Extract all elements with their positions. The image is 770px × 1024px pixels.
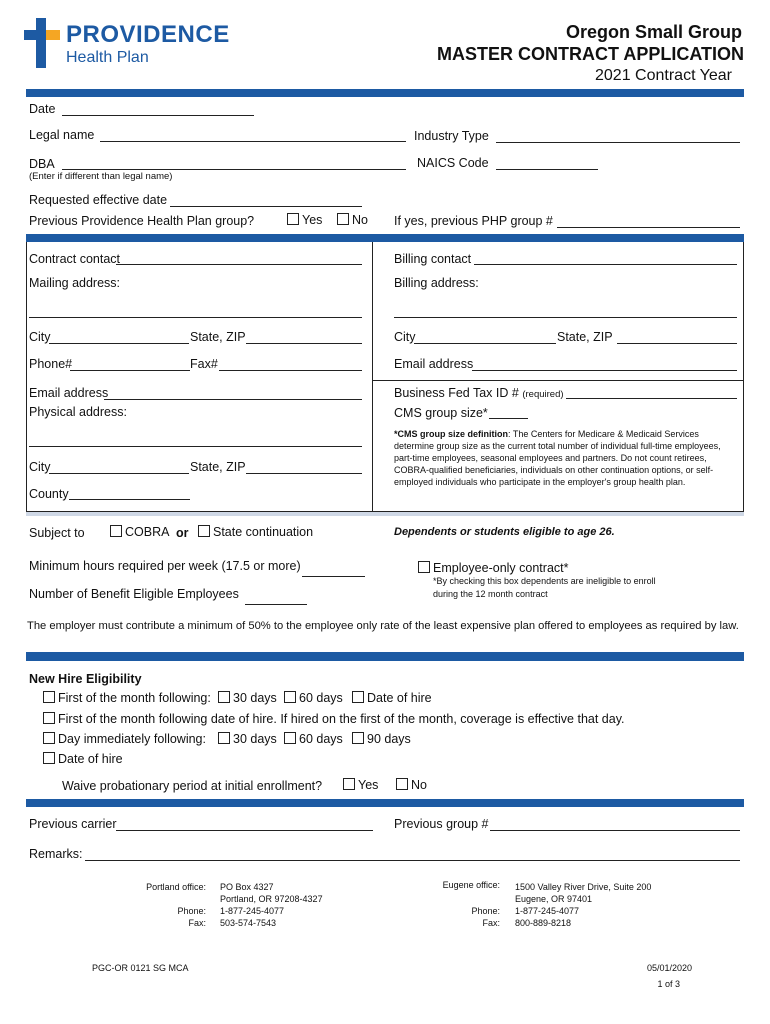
section-divider [26, 652, 744, 661]
opt3-90-days[interactable] [352, 732, 411, 746]
employee-only-label: Employee-only contract* [433, 561, 569, 575]
billing-email-label: Email address [394, 357, 474, 371]
portland-label: Portland office: [146, 882, 206, 892]
date-field[interactable] [62, 115, 254, 116]
dba-label: DBA [29, 157, 55, 171]
legal-name-field[interactable] [100, 141, 406, 142]
date-label: Date [29, 102, 56, 116]
city-label-2: City [29, 460, 51, 474]
section-divider [26, 234, 744, 242]
prev-php-field[interactable] [557, 227, 740, 228]
prev-carrier-field[interactable] [116, 830, 373, 831]
d60-label: 60 days [299, 732, 343, 746]
d30-label: 30 days [233, 691, 277, 705]
industry-type-label: Industry Type [414, 129, 489, 143]
eugene-fax-label: Fax: [482, 918, 500, 928]
naics-field[interactable] [496, 169, 598, 170]
providence-cross-icon [24, 18, 60, 68]
new-hire-opt4[interactable] [43, 752, 123, 766]
num-eligible-label: Number of Benefit Eligible Employees [29, 587, 239, 601]
phone-label: Phone# [29, 357, 73, 371]
eugene-phone-label: Phone: [471, 906, 500, 916]
employee-only-note-2: during the 12 month contract [433, 589, 548, 599]
waive-question: Waive probationary period at initial enrollment? [62, 779, 323, 793]
portland-addr2: Portland, OR 97208-4327 [220, 894, 323, 904]
checkbox[interactable] [352, 732, 364, 744]
state-zip-label-2: State, ZIP [190, 460, 246, 474]
yes-label: Yes [358, 778, 379, 792]
physical-address-label: Physical address: [29, 405, 127, 419]
or-label: or [176, 526, 189, 540]
new-hire-opt2[interactable] [43, 712, 625, 726]
box-border [743, 242, 744, 512]
waive-yes[interactable] [343, 778, 378, 792]
opt3-60-days[interactable] [284, 732, 343, 746]
subject-to-label: Subject to [29, 526, 85, 540]
checkbox[interactable] [396, 778, 408, 790]
opt3-30-days[interactable] [218, 732, 277, 746]
checkbox[interactable] [43, 752, 55, 764]
eugene-fax: 800-889-8218 [515, 918, 572, 928]
eugene-addr1: 1500 Valley River Drive, Suite 200 [515, 882, 652, 892]
logo [24, 18, 234, 70]
eugene-addr2: Eugene, OR 97401 [515, 894, 593, 904]
remarks-field[interactable] [85, 860, 740, 861]
opt1-60-days[interactable] [284, 691, 343, 705]
email-address-field[interactable] [104, 399, 362, 400]
required-note: (required) [522, 389, 564, 400]
d60-label: 60 days [299, 691, 343, 705]
d30-label: 30 days [233, 732, 277, 746]
checkbox[interactable] [352, 691, 364, 703]
billing-state-zip-label: State, ZIP [557, 330, 613, 344]
dba-field[interactable] [62, 169, 406, 170]
num-eligible-field[interactable] [245, 604, 307, 605]
brand-name: PROVIDENCE [66, 21, 230, 48]
state-continuation-label: State continuation [213, 525, 314, 539]
billing-state-zip-field[interactable] [617, 343, 737, 344]
county-label: County [29, 487, 69, 501]
checkbox[interactable] [287, 213, 299, 225]
effective-date-label: Requested effective date [29, 193, 168, 207]
cobra-option[interactable] [110, 525, 169, 539]
opt3-label: Day immediately following: [58, 732, 206, 746]
page-title-line2: MASTER CONTRACT APPLICATION [437, 44, 744, 64]
phone-field[interactable] [70, 370, 190, 371]
checkbox[interactable] [418, 561, 430, 573]
prev-group-field[interactable] [490, 830, 740, 831]
email-address-label: Email address [29, 386, 109, 400]
checkbox[interactable] [43, 691, 55, 703]
no-label: No [352, 213, 368, 227]
dba-note: (Enter if different than legal name) [29, 171, 173, 182]
contract-contact-field[interactable] [116, 264, 362, 265]
dependents-note: Dependents or students eligible to age 26. [394, 526, 615, 538]
cms-def-label: *CMS group size definition [394, 429, 508, 439]
portland-phone: 1-877-245-4077 [220, 906, 285, 916]
prev-group-question: Previous Providence Health Plan group? [29, 214, 255, 228]
page-number: 1 of 3 [657, 979, 680, 989]
prev-group-label: Previous group # [394, 817, 489, 831]
opt1-date-of-hire[interactable] [352, 691, 432, 705]
prev-php-label: If yes, previous PHP group # [394, 214, 553, 228]
county-field[interactable] [69, 499, 190, 500]
billing-contact-label: Billing contact [394, 252, 472, 266]
checkbox[interactable] [343, 778, 355, 790]
cms-size-label: CMS group size* [394, 406, 488, 420]
checkbox[interactable] [218, 691, 230, 703]
section-divider [26, 799, 744, 807]
state-zip-label: State, ZIP [190, 330, 246, 344]
footer-date: 05/01/2020 [646, 963, 692, 973]
contract-contact-label: Contract contact [29, 252, 121, 266]
prev-carrier-label: Previous carrier [29, 817, 117, 831]
billing-address-label: Billing address: [394, 276, 479, 290]
employee-only-option[interactable] [418, 561, 568, 575]
effective-date-field[interactable] [170, 206, 362, 207]
employer-contribution-note: The employer must contribute a minimum of 50% to the employee only rate of the least expensive plan offered to employees as required by law. [27, 620, 739, 632]
checkbox[interactable] [198, 525, 210, 537]
checkbox[interactable] [284, 732, 296, 744]
cms-def-text: : The Centers for Medicare & Medicaid Services determine group size as the current total number of individual full-time employees, part-time employees, seasonal employees and partners. Do not count retirees, COBRA-qualified beneficiaries, individuals on other continuation options, or self-employed individuals who participate in the employer's group health plan. [394, 429, 721, 487]
opt1-30-days[interactable] [218, 691, 277, 705]
fed-tax-field[interactable] [566, 398, 737, 399]
city-field-2[interactable] [49, 473, 189, 474]
brand-sub: Health Plan [66, 49, 149, 66]
section-divider [26, 512, 744, 516]
cobra-label: COBRA [125, 525, 170, 539]
naics-label: NAICS Code [417, 156, 489, 170]
portland-fax: 503-574-7543 [220, 918, 277, 928]
portland-phone-label: Phone: [177, 906, 206, 916]
min-hours-field[interactable] [302, 576, 365, 577]
billing-city-field[interactable] [414, 343, 556, 344]
new-hire-opt1[interactable] [43, 691, 211, 705]
checkbox[interactable] [110, 525, 122, 537]
checkbox[interactable] [337, 213, 349, 225]
legal-name-label: Legal name [29, 128, 95, 142]
prev-group-yes[interactable] [287, 213, 322, 227]
state-continuation-option[interactable] [198, 525, 313, 539]
mailing-address-label: Mailing address: [29, 276, 121, 290]
portland-addr1: PO Box 4327 [220, 882, 274, 892]
state-zip-field-2[interactable] [246, 473, 362, 474]
section-divider [26, 89, 744, 97]
d90-label: 90 days [367, 732, 411, 746]
mailing-address-field[interactable] [29, 317, 362, 318]
checkbox[interactable] [284, 691, 296, 703]
checkbox[interactable] [43, 712, 55, 724]
page-title-line3: 2021 Contract Year [595, 67, 732, 84]
remarks-label: Remarks: [29, 847, 83, 861]
checkbox[interactable] [218, 732, 230, 744]
industry-type-field[interactable] [496, 142, 740, 143]
date-of-hire-label: Date of hire [367, 691, 432, 705]
min-hours-label: Minimum hours required per week (17.5 or more) [29, 559, 301, 573]
no-label: No [411, 778, 427, 792]
fed-tax-text: Business Fed Tax ID # [394, 386, 519, 400]
physical-address-field[interactable] [29, 446, 362, 447]
checkbox[interactable] [43, 732, 55, 744]
page-title-line1: Oregon Small Group [565, 22, 742, 42]
opt2-label: First of the month following date of hire. If hired on the first of the month, coverage is effective that day. [58, 712, 625, 726]
waive-no[interactable] [396, 778, 427, 792]
billing-contact-field[interactable] [474, 264, 737, 265]
eugene-label: Eugene office: [442, 880, 500, 890]
box-border [26, 242, 27, 512]
prev-group-no[interactable] [337, 213, 368, 227]
city-field[interactable] [49, 343, 189, 344]
city-label: City [29, 330, 51, 344]
fax-field[interactable] [219, 370, 362, 371]
fax-label: Fax# [190, 357, 218, 371]
new-hire-opt3[interactable] [43, 732, 206, 746]
box-border [372, 380, 744, 381]
yes-label: Yes [302, 213, 323, 227]
cms-definition [394, 428, 732, 488]
billing-city-label: City [394, 330, 416, 344]
employee-only-note-1: *By checking this box dependents are ineligible to enroll [433, 576, 656, 586]
eugene-phone: 1-877-245-4077 [515, 906, 580, 916]
opt1-label: First of the month following: [58, 691, 211, 705]
opt4-label: Date of hire [58, 752, 123, 766]
form-id: PGC-OR 0121 SG MCA [92, 963, 189, 973]
new-hire-heading: New Hire Eligibility [29, 672, 142, 686]
billing-address-field[interactable] [394, 317, 737, 318]
state-zip-field[interactable] [246, 343, 362, 344]
billing-email-field[interactable] [472, 370, 737, 371]
portland-fax-label: Fax: [188, 918, 206, 928]
fed-tax-label [394, 386, 564, 400]
box-border [372, 242, 373, 512]
cms-size-field[interactable] [489, 418, 528, 419]
